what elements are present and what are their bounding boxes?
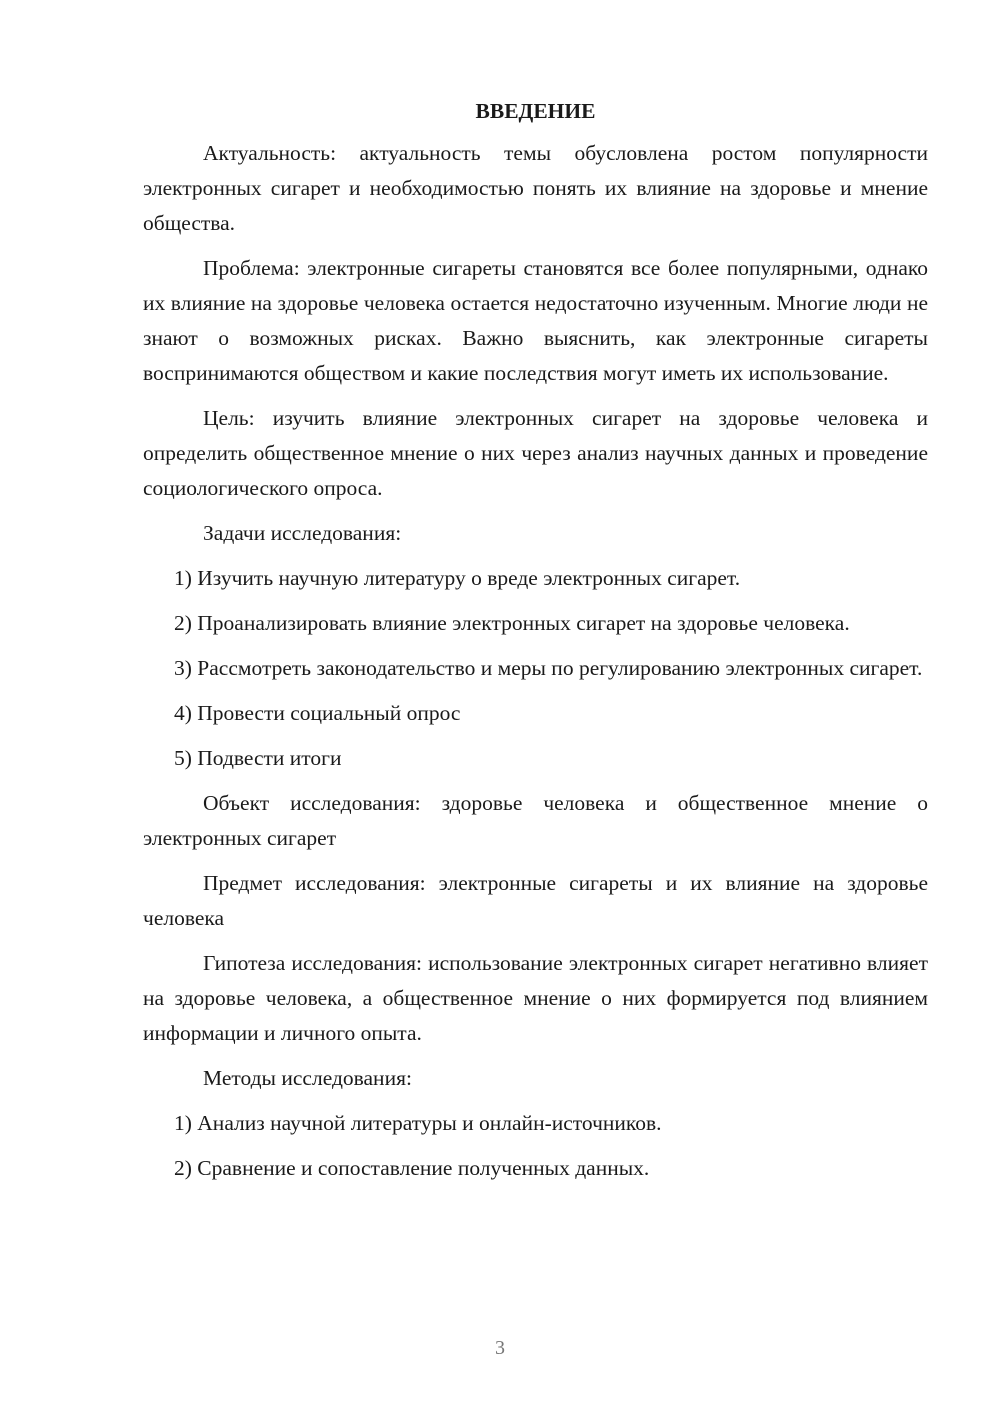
task-item: 2) Проанализировать влияние электронных сигарет на здоровье человека. — [174, 611, 850, 635]
method-item: 1) Анализ научной литературы и онлайн-источников. — [174, 1111, 662, 1135]
goal-paragraph: Цель: изучить влияние электронных сигарет на здоровье человека и определить общественное мнение о них через анализ научных данных и проведение социологического опроса. — [143, 406, 928, 500]
subject-paragraph: Предмет исследования: электронные сигареты и их влияние на здоровье человека — [143, 871, 928, 930]
task-item: 4) Провести социальный опрос — [174, 701, 461, 725]
methods-heading: Методы исследования: — [203, 1066, 412, 1090]
hypothesis-paragraph: Гипотеза исследования: использование электронных сигарет негативно влияет на здоровье человека, а общественное мнение о них формируется под влиянием информации и личного опыта. — [143, 951, 928, 1045]
relevance-paragraph: Актуальность: актуальность темы обусловлена ростом популярности электронных сигарет и необходимостью понять их влияние на здоровье и мнение общества. — [143, 141, 928, 235]
tasks-heading: Задачи исследования: — [203, 521, 402, 545]
task-item: 1) Изучить научную литературу о вреде электронных сигарет. — [174, 566, 741, 590]
task-item: 5) Подвести итоги — [174, 746, 342, 770]
section-title: ВВЕДЕНИЕ — [475, 99, 596, 123]
problem-paragraph: Проблема: электронные сигареты становятся все более популярными, однако их влияние на здоровье человека остается недостаточно изученным. Многие люди не знают о возможных рисках. Важно выяснить, как электронные сигареты воспринимаются обществом и какие последствия могут иметь их использование. — [143, 256, 928, 385]
object-paragraph: Объект исследования: здоровье человека и общественное мнение о электронных сигарет — [143, 791, 928, 850]
method-item: 2) Сравнение и сопоставление полученных данных. — [174, 1156, 650, 1180]
document-page — [143, 96, 928, 1196]
page-number: 3 — [495, 1337, 505, 1359]
task-item: 3) Рассмотреть законодательство и меры по регулированию электронных сигарет. — [174, 656, 923, 680]
